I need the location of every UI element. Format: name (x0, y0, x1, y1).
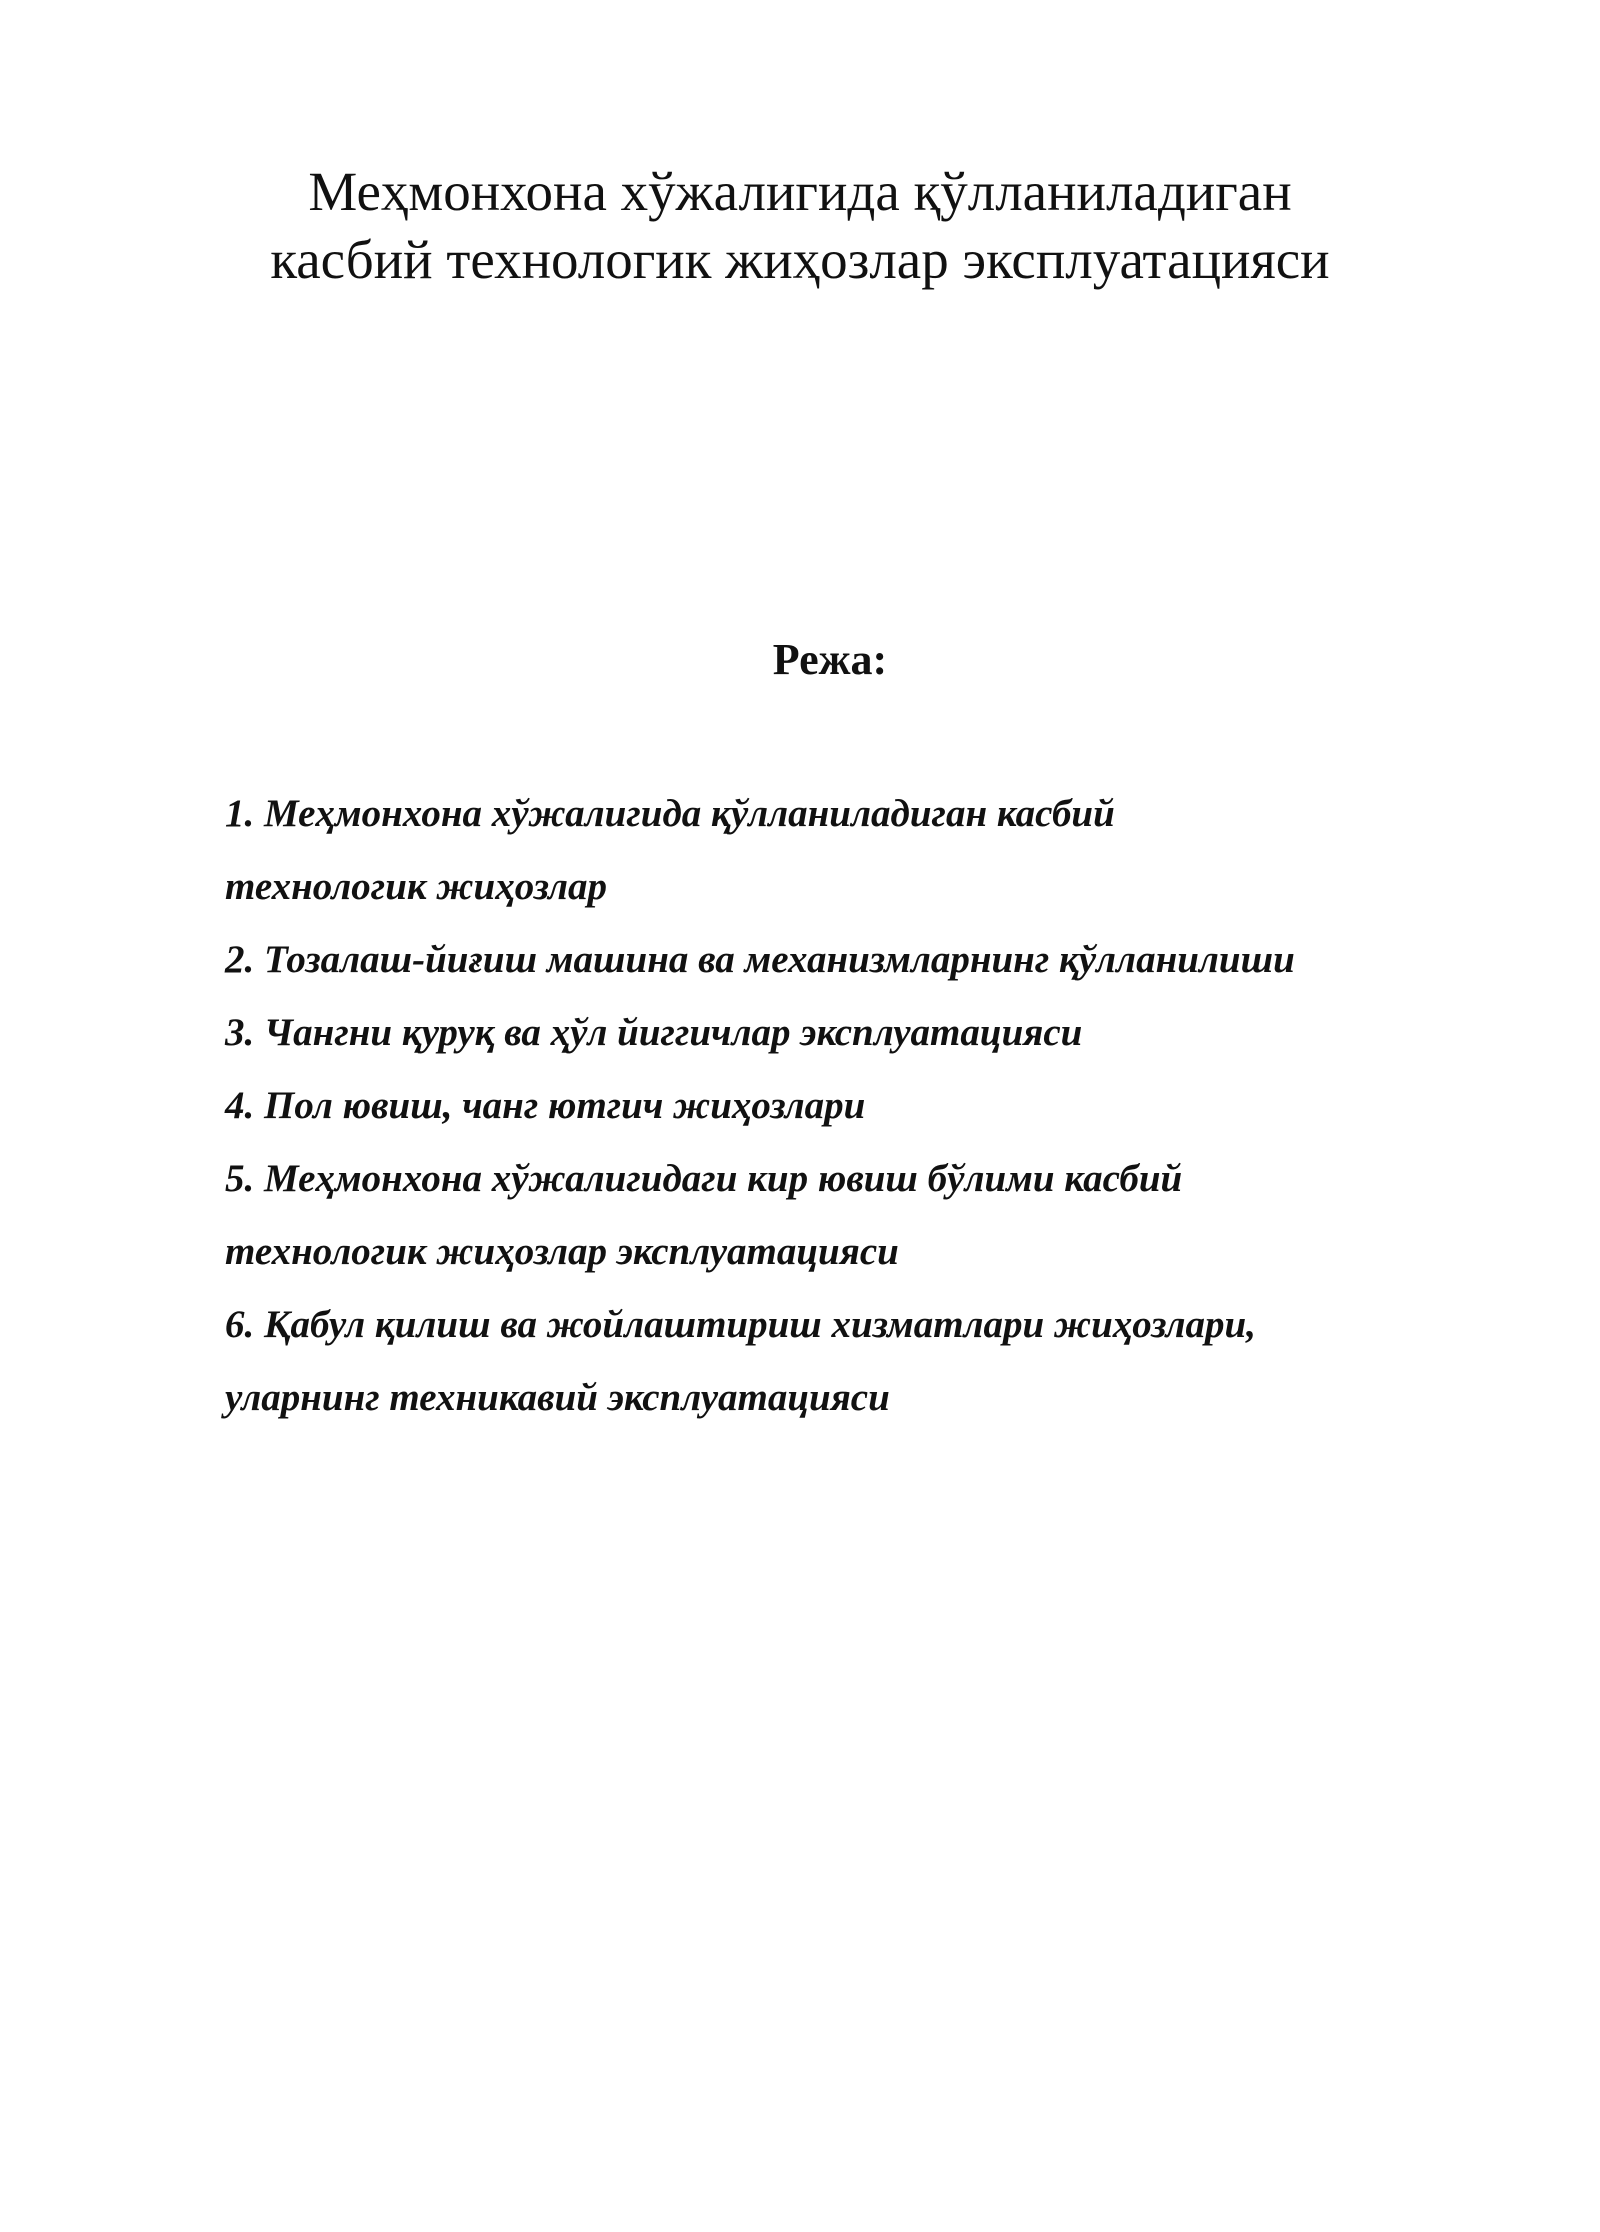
plan-heading: Режа: (772, 635, 888, 684)
plan-item-5 (225, 1142, 1485, 1288)
plan-item-1-line-2: технологик жиҳозлар (225, 865, 607, 908)
plan-item-5-line-1: 5. Меҳмонхона хўжалигидаги кир ювиш бўлими касбий (225, 1157, 1183, 1200)
plan-item-6 (225, 1288, 1485, 1434)
document-title-line-1: Меҳмонхона хўжалигида қўлланиладиган (308, 161, 1292, 222)
plan-item-3-line-1: 3. Чангни қуруқ ва ҳўл йиггичлар эксплуатацияси (225, 1011, 1083, 1054)
plan-item-6-line-2: уларнинг техникавий эксплуатацияси (225, 1376, 890, 1419)
plan-item-4-line-1: 4. Пол ювиш, чанг ютгич жиҳозлари (225, 1084, 866, 1127)
document-title (0, 158, 1600, 294)
plan-item-1 (225, 777, 1485, 923)
plan-list (225, 777, 1485, 1434)
plan-item-2-line-1: 2. Тозалаш-йиғиш машина ва механизмларнинг қўлланилиши (225, 938, 1295, 981)
plan-item-6-line-1: 6. Қабул қилиш ва жойлаштириш хизматлари жиҳозлари, (225, 1303, 1256, 1346)
plan-item-2 (225, 923, 1485, 996)
document-title-line-2: касбий технологик жиҳозлар эксплуатацияси (270, 229, 1330, 290)
plan-item-5-line-2: технологик жиҳозлар эксплуатацияси (225, 1230, 899, 1273)
plan-item-1-line-1: 1. Меҳмонхона хўжалигида қўлланиладиган касбий (225, 792, 1115, 835)
plan-item-4 (225, 1069, 1485, 1142)
plan-item-3 (225, 996, 1485, 1069)
